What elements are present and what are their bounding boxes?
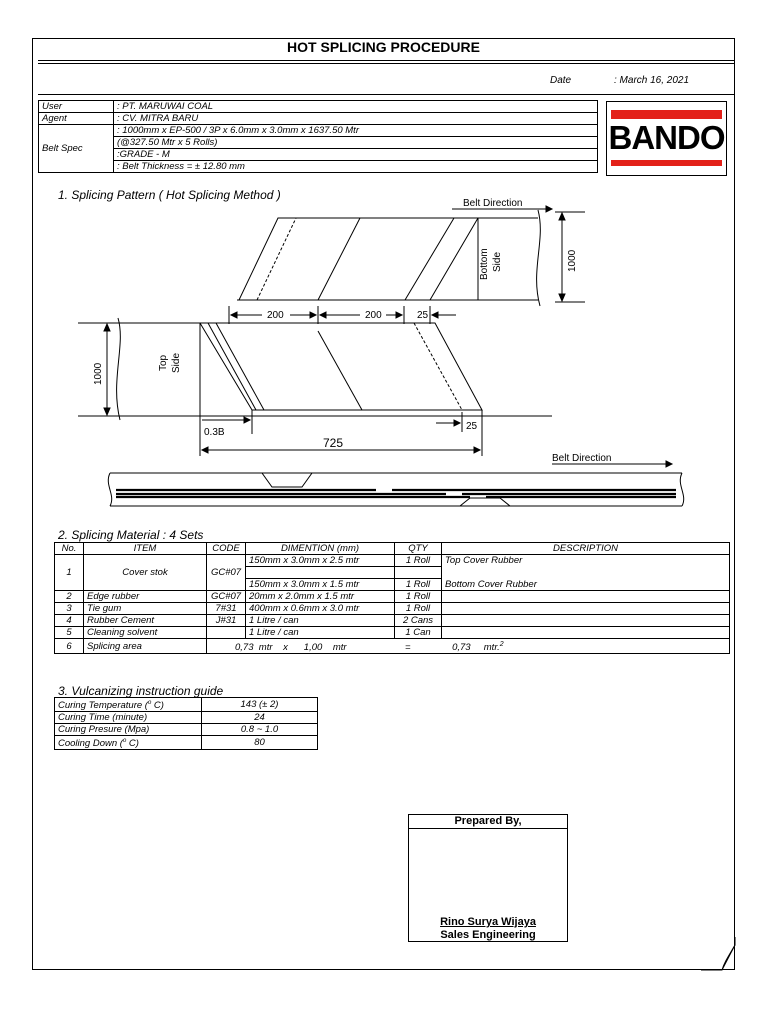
upper-break-mark	[537, 210, 541, 306]
dim-arrow	[559, 213, 565, 220]
user-value: : PT. MARUWAI COAL	[114, 101, 598, 113]
top-side-label-1: Top	[158, 354, 169, 371]
row1-dim-spacer	[246, 567, 395, 579]
area-unit-2: mtr	[332, 642, 347, 654]
col-qty: QTY	[395, 543, 442, 555]
curing-temp-label	[55, 698, 202, 712]
row1-item: Cover stok	[84, 555, 207, 591]
label-text: C)	[151, 700, 164, 712]
row5-code	[207, 627, 246, 639]
row2-dim: 20mm x 2.0mm x 1.5 mtr	[246, 591, 395, 603]
row3-code: 7#31	[207, 603, 246, 615]
row6-no: 6	[55, 639, 84, 654]
section1-title: 1. Splicing Pattern ( Hot Splicing Method )	[58, 188, 281, 202]
dim-arrow	[231, 312, 237, 318]
curing-time-value: 24	[202, 712, 318, 724]
row6-item: Splicing area	[84, 639, 207, 654]
belt-spec-line-3: :GRADE - M	[114, 149, 598, 161]
dim-25-bottom-label: 25	[466, 421, 478, 432]
label-text: Curing Temperature (	[58, 700, 148, 712]
top-side-label-2: Side	[171, 352, 182, 373]
bottom-side-label-2: Side	[492, 251, 503, 272]
area-length: 0,73	[235, 642, 254, 654]
label-text: C)	[126, 738, 139, 750]
col-code: CODE	[207, 543, 246, 555]
section-bottom-cover-patch	[460, 498, 510, 506]
row5-item: Cleaning solvent	[84, 627, 207, 639]
section-top-cover-patch	[262, 473, 312, 487]
dim-arrow	[559, 294, 565, 301]
lower-dashed-line	[414, 323, 462, 410]
agent-value: : CV. MITRA BARU	[114, 113, 598, 125]
upper-splice-step-3	[430, 218, 478, 300]
dim-1000-right-label: 1000	[567, 249, 578, 272]
agent-label: Agent	[39, 113, 114, 125]
dim-arrow	[202, 447, 208, 453]
dim-arrow	[104, 408, 110, 415]
row5-no: 5	[55, 627, 84, 639]
col-no: No.	[55, 543, 84, 555]
section2-title: 2. Splicing Material : 4 Sets	[58, 528, 204, 542]
page-title: HOT SPLICING PROCEDURE	[287, 39, 480, 55]
row1-dim-b: 150mm x 3.0mm x 1.5 mtr	[246, 579, 395, 591]
row2-item: Edge rubber	[84, 591, 207, 603]
table-row	[55, 591, 730, 603]
row4-desc	[442, 615, 730, 627]
belt-spec-line-2: (@327.50 Mtr x 5 Rolls)	[114, 137, 598, 149]
lower-splice-step	[318, 331, 362, 410]
area-unit-3: mtr.	[483, 642, 500, 654]
row1-dim-a: 150mm x 3.0mm x 2.5 mtr	[246, 555, 395, 567]
dim-725-label: 725	[323, 436, 344, 450]
row2-qty: 1 Roll	[395, 591, 442, 603]
dim-arrow	[432, 312, 438, 318]
preparer-name: Rino Surya Wijaya	[440, 916, 536, 928]
vulcanizing-table	[54, 697, 318, 750]
dim-arrow	[320, 312, 326, 318]
prepared-heading: Prepared By,	[408, 814, 568, 829]
material-table	[54, 542, 730, 654]
row1-qty-spacer	[395, 567, 442, 579]
row1-desc-b: Bottom Cover Rubber	[442, 579, 730, 591]
area-unit-1: mtr	[258, 642, 273, 654]
material-header-row	[55, 543, 730, 555]
belt-direction-label-2: Belt Direction	[552, 453, 612, 464]
section-break-left	[108, 473, 111, 506]
bottom-side-label-1: Bottom	[479, 248, 490, 280]
curing-temp-value: 143 (± 2)	[202, 698, 318, 712]
degree-sup: o	[122, 738, 127, 745]
row1-code: GC#07	[207, 555, 246, 591]
dim-arrow	[104, 324, 110, 331]
col-item: ITEM	[84, 543, 207, 555]
row3-no: 3	[55, 603, 84, 615]
table-row	[55, 712, 318, 724]
row3-desc	[442, 603, 730, 615]
area-width: 1,00	[303, 642, 323, 654]
row6-formula	[207, 639, 730, 654]
row1-qty-b: 1 Roll	[395, 579, 442, 591]
dim-200a-label: 200	[267, 310, 284, 321]
prepared-signature	[408, 916, 568, 942]
area-unit-superscript: 2	[499, 641, 504, 648]
area-equals: =	[405, 642, 411, 654]
preparer-role: Sales Engineering	[440, 929, 536, 941]
arrow-head-2	[666, 461, 672, 467]
degree-sup: o	[147, 700, 152, 706]
row5-qty: 1 Can	[395, 627, 442, 639]
table-row	[55, 603, 730, 615]
dim-25-top-label: 25	[417, 310, 429, 321]
dim-1000-left-label: 1000	[93, 362, 104, 385]
spacer	[482, 410, 552, 416]
row4-qty: 2 Cans	[395, 615, 442, 627]
user-label: User	[39, 101, 114, 113]
row2-desc	[442, 591, 730, 603]
col-dimention: DIMENTION (mm)	[246, 543, 395, 555]
dim-arrow	[310, 312, 316, 318]
table-row	[55, 627, 730, 639]
area-times: x	[283, 642, 288, 654]
table-row	[55, 724, 318, 736]
row2-code: GC#07	[207, 591, 246, 603]
section3-title: 3. Vulcanizing instruction guide	[58, 684, 224, 698]
curing-time-label: Curing Time (minute)	[55, 712, 202, 724]
lower-splice-outline	[200, 323, 482, 410]
col-description: DESCRIPTION	[442, 543, 730, 555]
row3-item: Tie gum	[84, 603, 207, 615]
lower-break-mark	[117, 318, 121, 420]
dim-arrow	[244, 417, 250, 423]
dim-arrow	[396, 312, 402, 318]
curing-pressure-label: Curing Presure (Mpa)	[55, 724, 202, 736]
upper-dashed-line	[257, 218, 296, 300]
cooling-down-label	[55, 736, 202, 750]
row4-no: 4	[55, 615, 84, 627]
row3-qty: 1 Roll	[395, 603, 442, 615]
upper-splice-step-2	[405, 218, 454, 300]
belt-spec-label: Belt Spec	[39, 125, 114, 173]
logo-text: BANDO	[608, 119, 725, 156]
row5-desc	[442, 627, 730, 639]
row2-no: 2	[55, 591, 84, 603]
section-break-right	[680, 473, 683, 506]
table-row	[55, 736, 318, 750]
belt-direction-label-1: Belt Direction	[463, 198, 523, 209]
label-text: Cooling Down (	[58, 738, 123, 750]
lower-edge-line-1	[208, 323, 256, 410]
dim-200b-label: 200	[365, 310, 382, 321]
row4-item: Rubber Cement	[84, 615, 207, 627]
row1-qty-a: 1 Roll	[395, 555, 442, 567]
dim-038-label: 0.3B	[204, 427, 225, 438]
table-row	[55, 615, 730, 627]
belt-spec-line-1: : 1000mm x EP-500 / 3P x 6.0mm x 3.0mm x 1637.50 Mtr	[114, 125, 598, 137]
area-result: 0,73	[452, 642, 471, 654]
row3-dim: 400mm x 0.6mm x 3.0 mtr	[246, 603, 395, 615]
table-row	[55, 639, 730, 654]
date-label: Date	[550, 75, 572, 86]
cooling-down-value: 80	[202, 736, 318, 750]
table-row	[55, 555, 730, 567]
page-curl-icon	[700, 935, 740, 975]
upper-splice-step-1	[318, 218, 360, 300]
lower-edge-line-2	[216, 323, 264, 410]
curing-pressure-value: 0.8 ~ 1.0	[202, 724, 318, 736]
arrow-head-1	[546, 206, 552, 212]
dim-arrow	[454, 420, 460, 426]
row4-dim: 1 Litre / can	[246, 615, 395, 627]
row1-no: 1	[55, 555, 84, 591]
row1-desc-a: Top Cover Rubber	[442, 555, 730, 579]
belt-spec-line-4: : Belt Thickness = ± 12.80 mm	[114, 161, 598, 173]
date-value: : March 16, 2021	[614, 75, 690, 86]
table-row	[55, 698, 318, 712]
dim-arrow	[474, 447, 480, 453]
row4-code: J#31	[207, 615, 246, 627]
upper-splice-outline	[239, 218, 478, 300]
row5-dim: 1 Litre / can	[246, 627, 395, 639]
